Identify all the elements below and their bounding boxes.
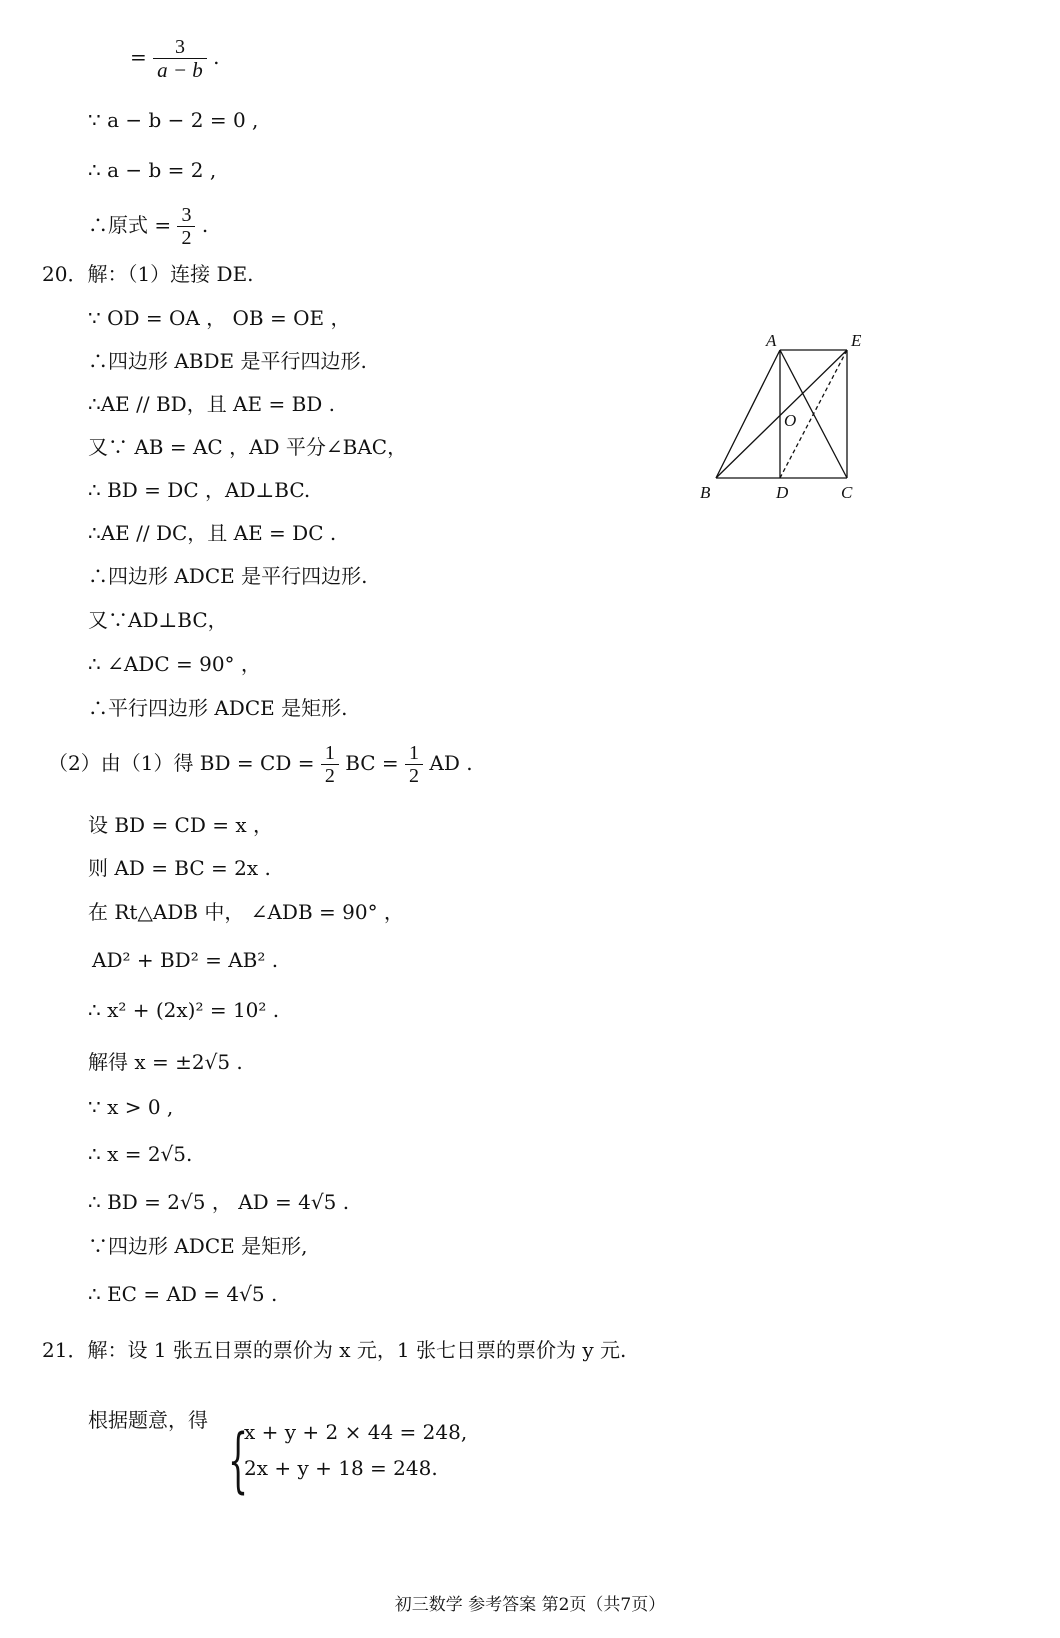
line-l03: ∴ a − b = 2 ,	[88, 158, 217, 182]
line-l26: ∵四边形 ADCE 是矩形,	[88, 1234, 308, 1258]
line-l09: 又∵ AB = AC ，AD 平分∠BAC，	[88, 435, 408, 459]
line-l23: ∵ x > 0 ,	[88, 1095, 174, 1119]
label-O: O	[784, 411, 797, 430]
line-l10: ∴ BD = DC ，AD⊥BC.	[88, 478, 311, 502]
line-l20: AD² + BD² = AB² .	[92, 948, 279, 972]
line-l15: ∴平行四边形 ADCE 是矩形.	[88, 696, 348, 720]
line-l02: ∵ a − b − 2 = 0 ,	[88, 108, 259, 132]
label-A: A	[766, 331, 777, 350]
line-l13: 又∵AD⊥BC，	[88, 608, 228, 632]
equation-1: x + y + 2 × 44 = 248,	[244, 1420, 468, 1444]
line-l12: ∴四边形 ADCE 是平行四边形.	[88, 564, 368, 588]
line-l16: （2）由（1）得 BD = CD = $\frac{1}{2}$ BC = $\frac{1}{2}$ AD .	[48, 742, 473, 787]
segment-BE	[716, 350, 847, 478]
line-l19: 在 Rt△ADB 中， ∠ADB = 90° ，	[88, 900, 404, 924]
page-footer: 初三数学 参考答案 第2页（共7页）	[394, 1595, 666, 1615]
equation-2: 2x + y + 18 = 248.	[244, 1456, 438, 1480]
geometry-figure	[690, 326, 890, 506]
segment-AB	[716, 350, 780, 478]
line-l07: ∴四边形 ABDE 是平行四边形.	[88, 349, 367, 373]
line-l21: ∴ x² + (2x)² = 10² .	[88, 998, 280, 1022]
fraction: $\frac{1}{2}$	[321, 742, 339, 787]
line-l27: ∴ EC = AD = 4√5 .	[88, 1282, 278, 1306]
line-l25: ∴ BD = 2√5 ， AD = 4√5 .	[88, 1190, 350, 1214]
label-B: B	[700, 483, 711, 502]
label-C: C	[841, 483, 853, 502]
left-brace: {	[228, 1419, 249, 1501]
line-l11: ∴AE // DC，且 AE = DC .	[88, 521, 337, 545]
line-l06: ∵ OD = OA ， OB = OE ，	[88, 306, 351, 330]
line-l05: 20．解：（1）连接 DE.	[42, 262, 254, 286]
label-E: E	[851, 331, 862, 350]
line-l28: 21．解：设 1 张五日票的票价为 x 元，1 张七日票的票价为 y 元.	[42, 1338, 627, 1362]
fraction: $\frac{1}{2}$	[405, 742, 423, 787]
label-D: D	[776, 483, 789, 502]
line-l17: 设 BD = CD = x ，	[88, 813, 274, 837]
fraction: $\frac{3}{2}$	[177, 204, 195, 249]
line-fraction-3-over-a-minus-b: = $\frac{3}{a - b}$ .	[130, 36, 220, 82]
line-l24: ∴ x = 2√5.	[88, 1142, 193, 1166]
fraction: $\frac{3}{a - b}$	[153, 36, 207, 81]
line-l18: 则 AD = BC = 2x .	[88, 856, 271, 880]
line-l22: 解得 x = ±2√5 .	[88, 1050, 243, 1074]
line-l04: ∴原式 = $\frac{3}{2}$ .	[88, 204, 209, 249]
line-l08: ∴AE // BD，且 AE = BD .	[88, 392, 336, 416]
line-l29: 根据题意，得	[88, 1408, 208, 1432]
line-l14: ∴ ∠ADC = 90° ，	[88, 652, 261, 676]
